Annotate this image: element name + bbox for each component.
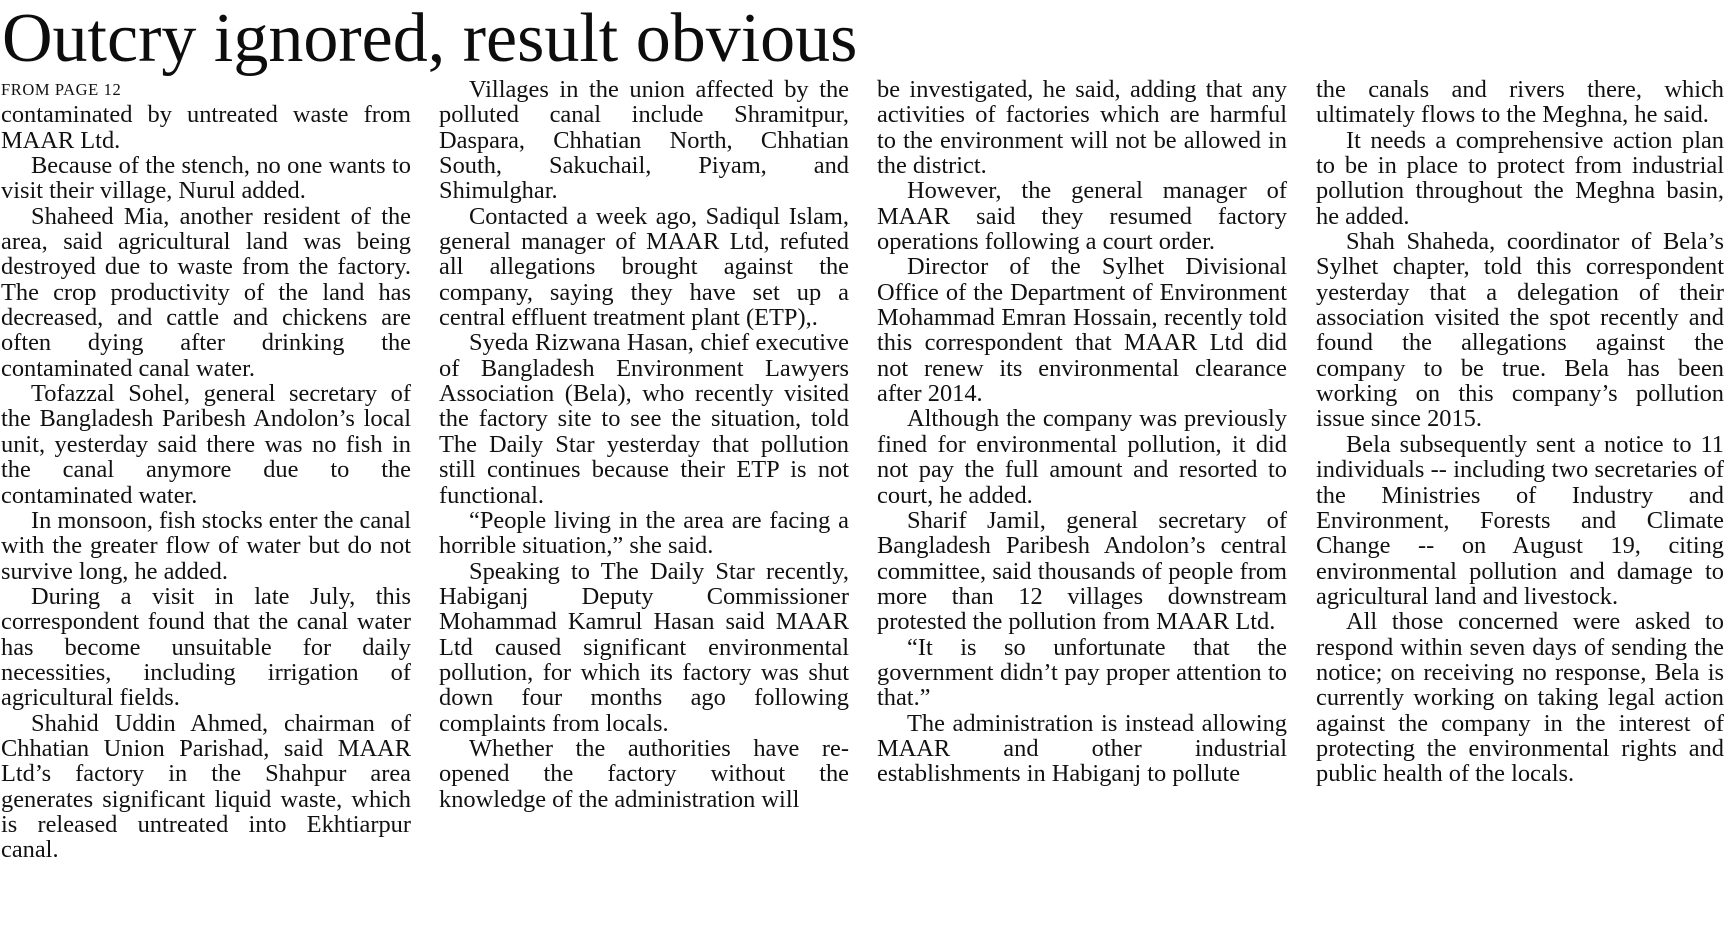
paragraph: The administration is instead allowing MAAR and other industrial establishments in Habiganj to pollute <box>877 709 1287 788</box>
headline: Outcry ignored, result obvious <box>2 0 858 77</box>
paragraph: However, the general manager of MAAR said they resumed factory operations following a court order. <box>877 177 1287 256</box>
paragraph: During a visit in late July, this correspondent found that the canal water has become unsuitable for daily necessities, including irrigation of agricultural fields. <box>1 582 411 712</box>
paragraph: All those concerned were asked to respond within seven days of sending the notice; on receiving no response, Bela is currently working on taking legal action against the company in the interest of protecting the environmental rights and public health of the locals. <box>1316 608 1724 788</box>
article-column-2 <box>439 77 849 812</box>
paragraph: Syeda Rizwana Hasan, chief executive of Bangladesh Environment Lawyers Association (Bela), who recently visited the factory site to see the situation, told The Daily Star yesterday that pollution still continues because their ETP is not functional. <box>439 329 849 509</box>
paragraph: Bela subsequently sent a notice to 11 individuals -- including two secretaries of the Ministries of Industry and Environment, Forests and Climate Change -- on August 19, citing environmental pollution and damage to agricultural land and livestock. <box>1316 430 1724 610</box>
paragraph: Shaheed Mia, another resident of the area, said agricultural land was being destroyed due to waste from the factory. The crop productivity of the land has decreased, and cattle and chickens are often dying after drinking the contaminated canal water. <box>1 202 411 382</box>
article-column-4 <box>1316 77 1724 787</box>
paragraph: be investigated, he said, adding that any activities of factories which are harmful to the environment will not be allowed in the district. <box>877 76 1287 180</box>
paragraph: Villages in the union affected by the polluted canal include Shramitpur, Daspara, Chhatian North, Chhatian South, Sakuchail, Piyam, and Shimulghar. <box>439 76 849 205</box>
paragraph: Tofazzal Sohel, general secretary of the Bangladesh Paribesh Andolon’s local unit, yesterday said there was no fish in the canal anymore due to the contaminated water. <box>1 380 411 509</box>
article-column-1 <box>1 77 411 863</box>
paragraph: Speaking to The Daily Star recently, Habiganj Deputy Commissioner Mohammad Kamrul Hasan said MAAR Ltd caused significant environmental pollution, for which its factory was shut down four months ago following complaints from locals. <box>439 557 849 737</box>
paragraph: Although the company was previously fined for environmental pollution, it did not pay the full amount and resorted to court, he added. <box>877 405 1287 509</box>
paragraph: Shahid Uddin Ahmed, chairman of Chhatian Union Parishad, said MAAR Ltd’s factory in the Shahpur area generates significant liquid waste, which is released untreated into Ekhtiarpur canal. <box>1 709 411 864</box>
paragraph: Because of the stench, no one wants to visit their village, Nurul added. <box>1 152 411 205</box>
paragraph: contaminated by untreated waste from MAAR Ltd. <box>1 101 411 154</box>
jump-label: FROM PAGE 12 <box>1 80 122 99</box>
paragraph: It needs a comprehensive action plan to be in place to protect from industrial pollution throughout the Meghna basin, he added. <box>1316 126 1724 230</box>
paragraph: “People living in the area are facing a horrible situation,” she said. <box>439 506 849 560</box>
paragraph: Shah Shaheda, coordinator of Bela’s Sylhet chapter, told this correspondent yesterday that a delegation of their association visited the spot recently and found the allegations against the company to be true. Bela has been working on this company’s pollution issue since 2015. <box>1316 228 1724 433</box>
paragraph: In monsoon, fish stocks enter the canal with the greater flow of water but do not survive long, he added. <box>1 506 411 585</box>
paragraph: the canals and rivers there, which ultimately flows to the Meghna, he said. <box>1316 76 1724 129</box>
article-column-3 <box>877 77 1287 787</box>
paragraph: “It is so unfortunate that the government didn’t pay proper attention to that.” <box>877 633 1287 712</box>
paragraph: Whether the authorities have re-opened the factory without the knowledge of the administration will <box>439 734 849 813</box>
paragraph: Sharif Jamil, general secretary of Bangladesh Paribesh Andolon’s central committee, said thousands of people from more than 12 villages downstream protested the pollution from MAAR Ltd. <box>877 506 1287 636</box>
paragraph: Director of the Sylhet Divisional Office of the Department of Environment Mohammad Emran Hossain, recently told this correspondent that MAAR Ltd did not renew its environmental clearance after 2014. <box>877 253 1287 408</box>
paragraph: Contacted a week ago, Sadiqul Islam, general manager of MAAR Ltd, refuted all allegations brought against the company, saying they have set up a central effluent treatment plant (ETP),. <box>439 202 849 332</box>
